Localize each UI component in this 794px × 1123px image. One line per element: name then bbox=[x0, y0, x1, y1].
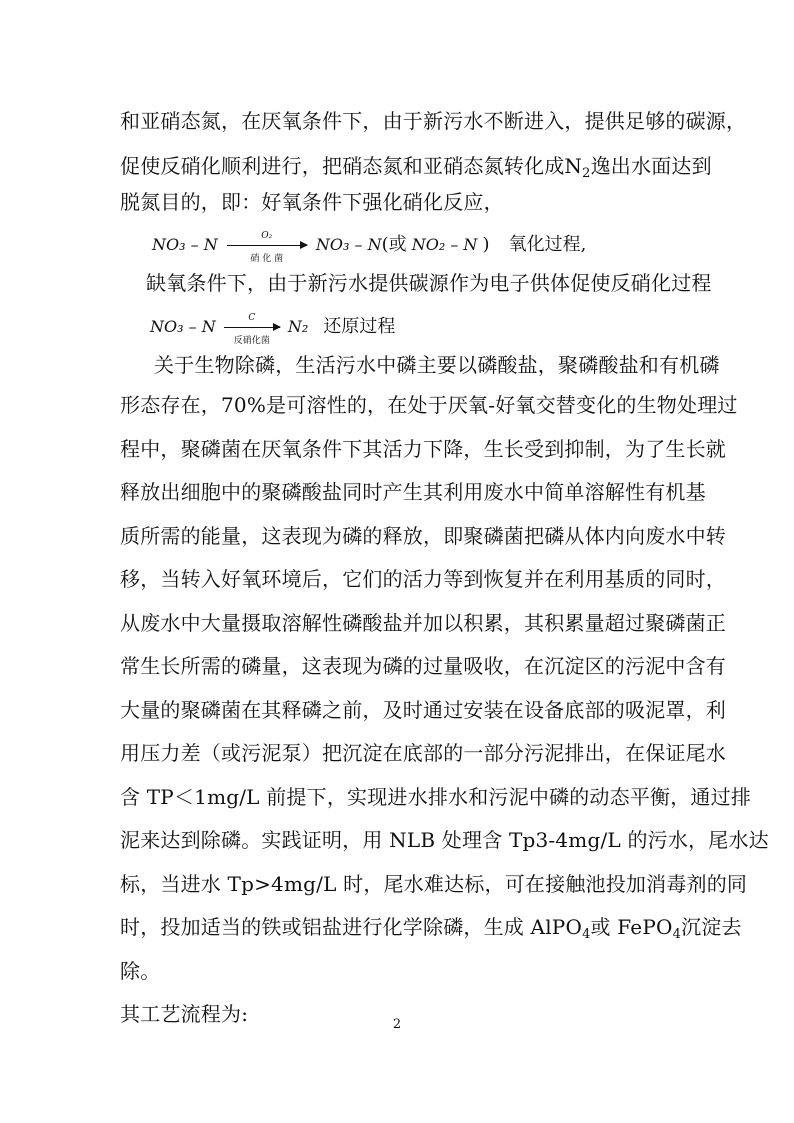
text-line-4: 缺氧条件下，由于新污水提供碳源作为电子供体促使反硝化过程 bbox=[146, 271, 712, 295]
formula2-lhs: NO₃ – N bbox=[150, 317, 216, 336]
formula2-arrow-top: C bbox=[248, 313, 256, 323]
text-line-16: 泥来达到除磷。实践证明，用 NLB 处理含 Tp3-4mg/L 的污水，尾水达 bbox=[120, 828, 769, 852]
text-line-2-part-a: 促使反硝化顺利进行，把硝态氮和亚硝态氮转化成 bbox=[120, 154, 565, 178]
denitrification-equation bbox=[150, 312, 396, 346]
formula2-label: 还原过程 bbox=[323, 316, 396, 337]
text-line-5: 关于生物除磷，生活污水中磷主要以磷酸盐，聚磷酸盐和有机磷 bbox=[154, 353, 720, 377]
nitrification-equation bbox=[152, 230, 587, 264]
text-line-17: 标，当进水 Tp>4mg/L 时，尾水难达标，可在接触池投加消毒剂的同 bbox=[120, 872, 748, 896]
text-line-11: 从废水中大量摄取溶解性磷酸盐并加以积累，其积累量超过聚磷菌正 bbox=[120, 611, 726, 635]
text-line-18 bbox=[120, 915, 742, 947]
formula1-rhs: NO₃ – N bbox=[315, 235, 382, 254]
n2-formula bbox=[564, 154, 591, 181]
text-line-15: 含 TP＜1mg/L 前提下，实现进水排水和污泥中磷的动态平衡，通过排 bbox=[120, 785, 752, 809]
formula1-arrow-top: O₂ bbox=[261, 231, 273, 241]
text-line-10: 移，当转入好氧环境后，它们的活力等到恢复并在利用基质的同时， bbox=[120, 567, 726, 591]
text-line-18-part-c: 沉淀去 bbox=[681, 915, 742, 939]
fepo4-subscript: 4 bbox=[672, 927, 682, 942]
alpo4-subscript: 4 bbox=[582, 927, 591, 942]
formula1-arrow bbox=[227, 231, 307, 264]
formula1-paren-close: ) bbox=[482, 234, 490, 255]
text-line-2-part-b: 逸出水面达到 bbox=[590, 154, 712, 178]
n2-subscript: 2 bbox=[582, 166, 591, 181]
n2-base: N bbox=[564, 154, 583, 178]
formula2-arrow bbox=[224, 313, 280, 346]
text-line-2 bbox=[120, 154, 712, 186]
formula2-arrow-bottom: 反硝化菌 bbox=[233, 336, 270, 346]
text-line-13: 大量的聚磷菌在其释磷之前，及时通过安装在设备底部的吸泥罩，利 bbox=[120, 698, 726, 722]
text-line-6: 形态存在，70%是可溶性的，在处于厌氧-好氧交替变化的生物处理过 bbox=[120, 393, 738, 417]
text-line-1: 和亚硝态氮，在厌氧条件下，由于新污水不断进入，提供足够的碳源， bbox=[120, 109, 747, 133]
formula1-lhs: NO₃ – N bbox=[152, 235, 218, 254]
text-line-18-part-b: 或 FePO bbox=[590, 915, 673, 939]
formula2-rhs: N₂ bbox=[287, 317, 309, 336]
text-line-20: 其工艺流程为: bbox=[120, 1002, 249, 1026]
text-line-9: 质所需的能量，这表现为磷的释放，即聚磷菌把磷从体内向废水中转 bbox=[120, 524, 726, 548]
formula1-alt: NO₂ – N bbox=[411, 235, 478, 254]
formula2-arrow-shaft bbox=[224, 327, 280, 328]
formula1-arrow-bottom: 硝 化 菌 bbox=[250, 254, 284, 264]
text-line-12: 常生长所需的磷量，这表现为磷的过量吸收，在沉淀区的污泥中含有 bbox=[120, 654, 726, 678]
page-number: 2 bbox=[392, 1017, 402, 1032]
formula1-paren-open: (或 bbox=[381, 234, 407, 255]
formula1-label: 氧化过程, bbox=[508, 234, 587, 255]
text-line-19: 除。 bbox=[120, 959, 161, 983]
formula1-arrow-shaft bbox=[227, 245, 307, 246]
text-line-3: 脱氮目的，即：好氧条件下强化硝化反应， bbox=[120, 190, 504, 214]
text-line-14: 用压力差（或污泥泵）把沉淀在底部的一部分污泥排出，在保证尾水 bbox=[120, 741, 726, 765]
text-line-18-part-a: 时，投加适当的铁或铝盐进行化学除磷，生成 AlPO bbox=[120, 915, 583, 939]
text-line-8: 释放出细胞中的聚磷酸盐同时产生其利用废水中简单溶解性有机基 bbox=[120, 480, 706, 504]
text-line-7: 程中，聚磷菌在厌氧条件下其活力下降，生长受到抑制，为了生长就 bbox=[120, 437, 726, 461]
